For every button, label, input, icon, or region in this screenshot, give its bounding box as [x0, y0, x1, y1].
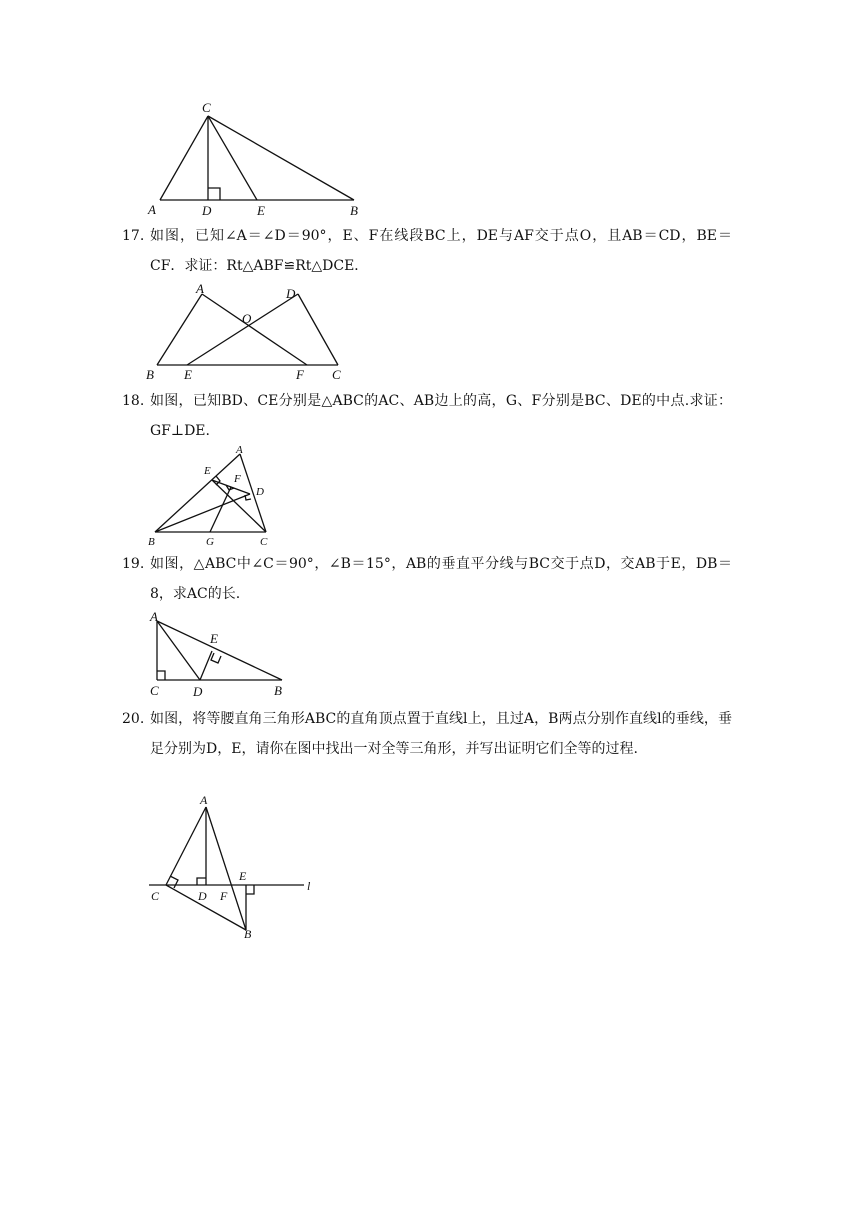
- label-c: C: [150, 683, 159, 698]
- label-o: O: [242, 311, 252, 326]
- label-e: E: [257, 203, 265, 218]
- label-c: C: [151, 889, 160, 903]
- segment-bd: [155, 494, 250, 532]
- problem-number: 19.: [122, 556, 145, 572]
- problem-text: 如图，已知∠A＝∠D＝90°，E、F在线段BC上，DE与AF交于点O，且AB＝CD，BE＝CF．求证：Rt△ABF≌Rt△DCE．: [150, 228, 732, 274]
- right-angle-mark: [208, 188, 220, 200]
- right-angle-mark-d: [197, 878, 206, 885]
- label-d: D: [198, 889, 207, 903]
- label-f: F: [296, 367, 304, 382]
- label-b: B: [274, 683, 282, 698]
- right-angle-mark-e: [211, 653, 221, 663]
- label-d: D: [193, 684, 203, 699]
- label-e: E: [184, 367, 192, 382]
- label-b: B: [146, 367, 154, 382]
- right-angle-mark-c: [157, 671, 165, 680]
- problem-number: 17.: [122, 228, 145, 244]
- segment-de: [200, 651, 212, 680]
- label-l: l: [307, 879, 311, 893]
- segment-gf: [210, 487, 231, 532]
- problem-text: 如图，△ABC中∠C＝90°，∠B＝15°，AB的垂直平分线与BC交于点D，交AB于E，DB＝8，求AC的长.: [150, 556, 732, 602]
- right-angle-mark-e: [246, 885, 254, 894]
- label-b: B: [350, 203, 358, 218]
- label-d: D: [202, 203, 212, 218]
- label-f: F: [220, 889, 228, 903]
- label-a: A: [236, 444, 243, 456]
- right-angle-mark-c: [170, 876, 178, 888]
- label-e: E: [204, 465, 211, 477]
- label-g: G: [206, 536, 214, 548]
- label-a: A: [148, 202, 156, 217]
- figure-16: [140, 96, 380, 221]
- segment-de: [187, 294, 298, 365]
- problem-number: 18.: [122, 393, 145, 409]
- problem-20: [122, 704, 732, 764]
- problem-19: [122, 549, 732, 609]
- problem-17: [122, 221, 732, 281]
- label-d: D: [286, 286, 296, 301]
- label-a: A: [150, 609, 158, 624]
- label-b: B: [244, 927, 252, 941]
- segment-dc: [298, 294, 338, 365]
- label-a: A: [200, 793, 208, 807]
- segment-ca: [166, 807, 206, 885]
- problem-18: [122, 386, 732, 446]
- label-c: C: [202, 100, 211, 115]
- label-a: A: [196, 281, 204, 296]
- segment-ac: [160, 116, 208, 200]
- segment-af: [202, 294, 307, 365]
- label-c: C: [260, 536, 268, 548]
- label-e: E: [239, 869, 247, 883]
- segment-ab: [157, 621, 282, 680]
- problem-text: 如图，将等腰直角三角形ABC的直角顶点置于直线l上，且过A，B两点分别作直线l的垂线，垂足分别为D，E，请你在图中找出一对全等三角形，并写出证明它们全等的过程.: [150, 711, 732, 757]
- right-angle-mark-e: [216, 476, 220, 485]
- label-e: E: [210, 631, 218, 646]
- label-d: D: [256, 486, 264, 498]
- segment-cb: [208, 116, 354, 200]
- label-b: B: [148, 536, 155, 548]
- label-f: F: [234, 473, 241, 485]
- figure-19: [140, 608, 300, 703]
- problem-text: 如图，已知BD、CE分别是△ABC的AC、AB边上的高，G、F分别是BC、DE的中点.求证：GF⊥DE.: [150, 393, 732, 439]
- label-c: C: [332, 367, 341, 382]
- figure-20: [140, 790, 330, 945]
- figure-18: [140, 440, 290, 550]
- problem-number: 20.: [122, 711, 145, 727]
- segment-ab: [155, 454, 240, 532]
- segment-ab: [157, 294, 202, 365]
- figure-17: [140, 280, 350, 385]
